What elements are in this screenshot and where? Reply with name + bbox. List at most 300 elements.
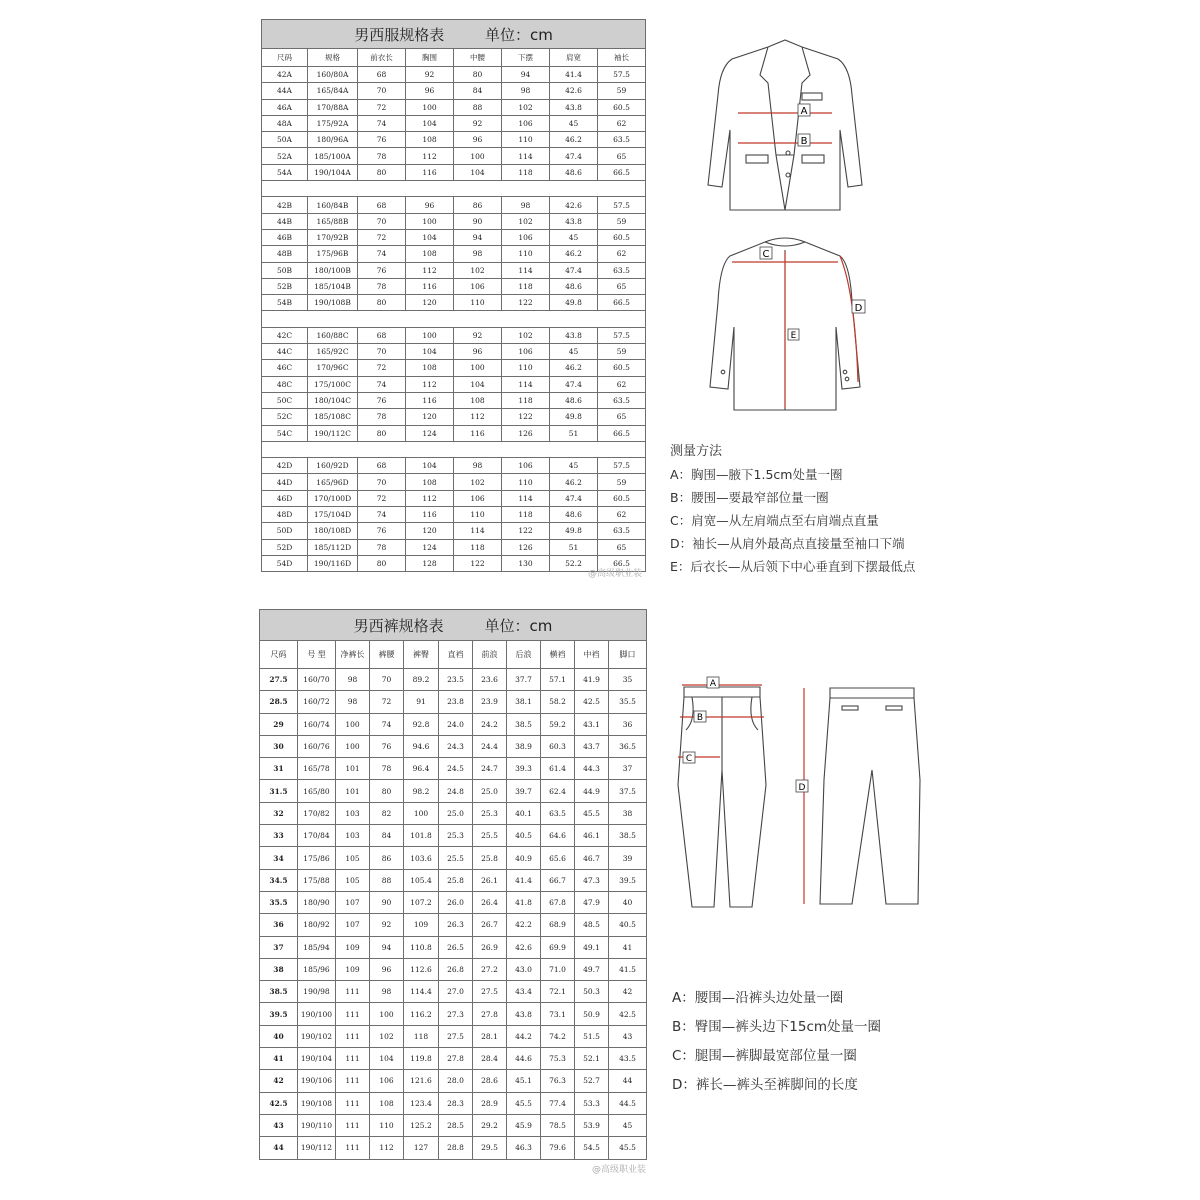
table-row [262, 539, 646, 555]
table-cell: 175/92A [308, 115, 358, 131]
suit-table-title [262, 20, 646, 49]
table-cell: 25.5 [473, 825, 507, 847]
table-cell: 46C [262, 360, 308, 376]
table-cell: 57.1 [541, 669, 575, 691]
table-cell: 27.2 [473, 958, 507, 980]
table-cell: 100 [406, 327, 454, 343]
table-cell: 27.5 [439, 1025, 473, 1047]
table-cell: 52A [262, 148, 308, 164]
table-cell: 47.4 [550, 376, 598, 392]
table-cell: 110 [502, 474, 550, 490]
table-cell: 170/100D [308, 490, 358, 506]
table-cell: 52C [262, 409, 308, 425]
table-cell: 118 [454, 539, 502, 555]
table-cell: 23.8 [439, 691, 473, 713]
table-cell: 78 [358, 539, 406, 555]
table-cell: 101.8 [404, 825, 439, 847]
pants-front-figure [672, 675, 772, 915]
table-cell: 175/100C [308, 376, 358, 392]
suit-table-body [262, 67, 646, 572]
table-cell: 25.5 [439, 847, 473, 869]
table-cell: 38.5 [260, 981, 298, 1003]
table-cell: 37.5 [609, 780, 647, 802]
table-cell: 127 [404, 1137, 439, 1159]
table-cell: 45.5 [609, 1137, 647, 1159]
table-cell: 48C [262, 376, 308, 392]
table-cell: 121.6 [404, 1070, 439, 1092]
table-cell: 62.4 [541, 780, 575, 802]
table-cell: 26.1 [473, 869, 507, 891]
table-cell: 38.9 [507, 735, 541, 757]
table-cell: 120 [406, 523, 454, 539]
table-row [260, 869, 647, 891]
table-cell: 40.5 [609, 914, 647, 936]
table-cell: 88 [370, 869, 404, 891]
suit-note-item: C：肩宽—从左肩端点至右肩端点直量 [670, 513, 879, 528]
table-cell: 68 [358, 458, 406, 474]
table-cell: 42 [609, 981, 647, 1003]
table-cell: 45 [550, 115, 598, 131]
table-cell: 76 [358, 132, 406, 148]
table-cell: 110 [502, 132, 550, 148]
table-cell: 76.3 [541, 1070, 575, 1092]
table-cell: 190/116D [308, 555, 358, 571]
table-cell: 57.5 [598, 197, 646, 213]
table-cell: 63.5 [598, 132, 646, 148]
table-cell: 23.5 [439, 669, 473, 691]
pants-note-item: C：腿围—裤脚最宽部位量一圈 [672, 1048, 857, 1064]
table-cell: 48D [262, 507, 308, 523]
table-cell: 40 [609, 891, 647, 913]
table-cell: 41.4 [550, 67, 598, 83]
table-cell: 122 [502, 409, 550, 425]
pants-column-header: 后浪 [507, 641, 541, 669]
table-cell: 160/88C [308, 327, 358, 343]
table-cell: 43.8 [550, 213, 598, 229]
table-cell: 42B [262, 197, 308, 213]
table-cell: 23.6 [473, 669, 507, 691]
table-row [262, 278, 646, 294]
suit-watermark: @高级职业装 [588, 569, 643, 579]
table-cell: 60.5 [598, 490, 646, 506]
table-cell: 104 [454, 164, 502, 180]
table-cell: 42.6 [550, 197, 598, 213]
table-cell: 45 [550, 229, 598, 245]
table-cell: 39.3 [507, 758, 541, 780]
table-row [262, 376, 646, 392]
suit-column-header: 中腰 [454, 49, 502, 67]
pants-column-header: 裤腰 [370, 641, 404, 669]
table-cell: 116 [406, 278, 454, 294]
table-cell: 68.9 [541, 914, 575, 936]
table-cell: 44A [262, 83, 308, 99]
table-cell: 45.1 [507, 1070, 541, 1092]
table-cell: 48.6 [550, 278, 598, 294]
table-row [262, 474, 646, 490]
table-cell: 106 [454, 490, 502, 506]
table-cell: 104 [406, 344, 454, 360]
table-cell: 73.1 [541, 1003, 575, 1025]
table-cell: 185/108C [308, 409, 358, 425]
table-cell: 92 [454, 327, 502, 343]
suit-note-item: A：胸围—腋下1.5cm处量一圈 [670, 467, 843, 482]
table-cell: 111 [336, 1092, 370, 1114]
table-cell: 78 [358, 409, 406, 425]
table-cell: 50.9 [575, 1003, 609, 1025]
table-cell: 86 [454, 197, 502, 213]
table-cell: 41.5 [609, 958, 647, 980]
table-row [262, 327, 646, 343]
pants-label-b: B [696, 713, 704, 723]
table-cell: 80 [454, 67, 502, 83]
table-cell: 43.8 [550, 327, 598, 343]
table-cell: 25.3 [439, 825, 473, 847]
table-cell: 106 [502, 458, 550, 474]
table-cell: 50D [262, 523, 308, 539]
table-cell: 78 [358, 148, 406, 164]
table-cell: 190/110 [298, 1114, 336, 1136]
table-cell: 80 [358, 555, 406, 571]
table-row [262, 507, 646, 523]
label-d: D [854, 303, 863, 314]
table-cell: 160/70 [298, 669, 336, 691]
table-cell: 24.8 [439, 780, 473, 802]
table-row [262, 295, 646, 311]
table-cell: 59 [598, 213, 646, 229]
table-cell: 24.4 [473, 735, 507, 757]
table-cell: 103 [336, 825, 370, 847]
table-cell: 108 [454, 392, 502, 408]
pants-column-header: 直裆 [439, 641, 473, 669]
table-row [262, 392, 646, 408]
table-cell: 25.3 [473, 802, 507, 824]
table-cell: 74.2 [541, 1025, 575, 1047]
table-cell: 124 [406, 539, 454, 555]
table-cell: 96 [454, 344, 502, 360]
table-cell: 118 [502, 507, 550, 523]
table-cell: 78.5 [541, 1114, 575, 1136]
table-cell: 105.4 [404, 869, 439, 891]
table-cell: 48.6 [550, 164, 598, 180]
table-cell: 165/92C [308, 344, 358, 360]
pants-column-header: 前浪 [473, 641, 507, 669]
table-cell: 110 [370, 1114, 404, 1136]
table-cell: 44 [609, 1070, 647, 1092]
table-cell: 170/96C [308, 360, 358, 376]
table-cell: 44.9 [575, 780, 609, 802]
table-cell: 29.5 [473, 1137, 507, 1159]
table-cell: 107.2 [404, 891, 439, 913]
table-cell: 70 [358, 344, 406, 360]
table-cell: 43.0 [507, 958, 541, 980]
table-cell: 50C [262, 392, 308, 408]
pants-column-header: 裤臀 [404, 641, 439, 669]
pants-title-text: 男西裤规格表 [353, 616, 444, 635]
table-row [260, 1070, 647, 1092]
table-cell: 26.4 [473, 891, 507, 913]
table-cell: 52.7 [575, 1070, 609, 1092]
suit-column-header: 肩宽 [550, 49, 598, 67]
label-e: E [790, 331, 797, 341]
table-cell: 111 [336, 1048, 370, 1070]
table-cell: 103 [336, 802, 370, 824]
label-b: B [800, 136, 808, 147]
table-cell: 100 [336, 735, 370, 757]
table-cell: 42.6 [550, 83, 598, 99]
table-cell: 114 [502, 148, 550, 164]
table-cell: 44.5 [609, 1092, 647, 1114]
table-cell: 43.5 [609, 1048, 647, 1070]
table-cell: 66.5 [598, 295, 646, 311]
table-cell: 66.5 [598, 555, 646, 571]
table-cell: 25.8 [473, 847, 507, 869]
table-cell: 100 [370, 1003, 404, 1025]
group-spacer-row [262, 441, 646, 457]
table-cell: 116 [406, 392, 454, 408]
table-cell: 35.5 [260, 891, 298, 913]
table-cell: 104 [370, 1048, 404, 1070]
table-cell: 38.5 [609, 825, 647, 847]
table-cell: 100 [336, 713, 370, 735]
table-cell: 94.6 [404, 735, 439, 757]
table-cell: 180/108D [308, 523, 358, 539]
table-cell: 65.6 [541, 847, 575, 869]
table-cell: 125.2 [404, 1114, 439, 1136]
table-cell: 37 [609, 758, 647, 780]
table-row [260, 847, 647, 869]
table-cell: 50.3 [575, 981, 609, 1003]
table-cell: 42A [262, 67, 308, 83]
table-cell: 37.7 [507, 669, 541, 691]
table-cell: 72.1 [541, 981, 575, 1003]
suit-column-header: 下摆 [502, 49, 550, 67]
table-cell: 41.9 [575, 669, 609, 691]
table-cell: 28.5 [260, 691, 298, 713]
table-cell: 165/96D [308, 474, 358, 490]
table-cell: 35 [609, 669, 647, 691]
table-cell: 89.2 [404, 669, 439, 691]
table-cell: 33 [260, 825, 298, 847]
table-cell: 101 [336, 758, 370, 780]
table-cell: 24.7 [473, 758, 507, 780]
table-cell: 108 [406, 360, 454, 376]
table-cell: 65 [598, 539, 646, 555]
table-row [262, 99, 646, 115]
table-cell: 48.6 [550, 392, 598, 408]
table-cell: 45.9 [507, 1114, 541, 1136]
table-cell: 24.5 [439, 758, 473, 780]
group-spacer-row [262, 311, 646, 327]
table-cell: 88 [454, 99, 502, 115]
suit-notes-title: 测量方法 [670, 444, 723, 459]
table-cell: 59 [598, 83, 646, 99]
table-cell: 60.3 [541, 735, 575, 757]
table-cell: 46.7 [575, 847, 609, 869]
table-row [260, 780, 647, 802]
table-cell: 101 [336, 780, 370, 802]
table-cell: 54A [262, 164, 308, 180]
table-cell: 112 [406, 490, 454, 506]
suit-header-row [262, 49, 646, 67]
table-cell: 45.5 [575, 802, 609, 824]
table-cell: 116.2 [404, 1003, 439, 1025]
table-cell: 26.3 [439, 914, 473, 936]
table-cell: 54D [262, 555, 308, 571]
table-cell: 47.3 [575, 869, 609, 891]
table-cell: 34.5 [260, 869, 298, 891]
table-cell: 108 [406, 246, 454, 262]
table-cell: 122 [502, 523, 550, 539]
table-cell: 160/84B [308, 197, 358, 213]
table-cell: 47.4 [550, 262, 598, 278]
table-cell: 170/88A [308, 99, 358, 115]
table-cell: 32 [260, 802, 298, 824]
table-row [262, 523, 646, 539]
table-cell: 44.6 [507, 1048, 541, 1070]
table-cell: 54B [262, 295, 308, 311]
suit-column-header: 胸围 [406, 49, 454, 67]
table-row [262, 409, 646, 425]
table-cell: 34 [260, 847, 298, 869]
table-cell: 180/92 [298, 914, 336, 936]
table-cell: 112 [406, 262, 454, 278]
table-cell: 165/88B [308, 213, 358, 229]
table-cell: 66.7 [541, 869, 575, 891]
table-cell: 46A [262, 99, 308, 115]
table-cell: 28.4 [473, 1048, 507, 1070]
suit-note-item: E：后衣长—从后领下中心垂直到下摆最低点 [670, 559, 916, 574]
table-cell: 116 [406, 507, 454, 523]
table-cell: 25.0 [439, 802, 473, 824]
table-row [262, 83, 646, 99]
table-cell: 190/98 [298, 981, 336, 1003]
table-cell: 40.1 [507, 802, 541, 824]
table-row [262, 229, 646, 245]
table-cell: 108 [370, 1092, 404, 1114]
table-cell: 42.2 [507, 914, 541, 936]
table-cell: 45 [550, 458, 598, 474]
table-cell: 38 [609, 802, 647, 824]
table-cell: 72 [370, 691, 404, 713]
table-cell: 104 [454, 376, 502, 392]
table-cell: 100 [406, 99, 454, 115]
table-cell: 74 [358, 376, 406, 392]
table-row [262, 67, 646, 83]
table-cell: 35.5 [609, 691, 647, 713]
table-cell: 71.0 [541, 958, 575, 980]
table-cell: 40.5 [507, 825, 541, 847]
table-cell: 26.0 [439, 891, 473, 913]
table-cell: 65 [598, 409, 646, 425]
table-cell: 39.7 [507, 780, 541, 802]
table-cell: 111 [336, 1025, 370, 1047]
suit-column-header: 前衣长 [358, 49, 406, 67]
suit-front-figure [690, 35, 880, 220]
table-cell: 116 [406, 164, 454, 180]
table-cell: 126 [502, 539, 550, 555]
table-cell: 160/92D [308, 458, 358, 474]
table-cell: 112 [406, 148, 454, 164]
table-cell: 29.2 [473, 1114, 507, 1136]
pants-note-item: D：裤长—裤头至裤脚间的长度 [672, 1077, 858, 1093]
table-cell: 105 [336, 847, 370, 869]
table-cell: 106 [502, 344, 550, 360]
table-cell: 100 [454, 148, 502, 164]
table-cell: 82 [370, 802, 404, 824]
table-cell: 114 [502, 376, 550, 392]
table-cell: 104 [406, 229, 454, 245]
table-cell: 190/106 [298, 1070, 336, 1092]
table-cell: 118 [502, 392, 550, 408]
label-a: A [800, 106, 808, 117]
table-cell: 185/96 [298, 958, 336, 980]
table-cell: 60.5 [598, 360, 646, 376]
table-row [260, 735, 647, 757]
table-cell: 44.2 [507, 1025, 541, 1047]
table-cell: 185/104B [308, 278, 358, 294]
table-cell: 165/84A [308, 83, 358, 99]
table-cell: 51 [550, 539, 598, 555]
table-row [260, 825, 647, 847]
table-cell: 39.5 [260, 1003, 298, 1025]
table-cell: 46.2 [550, 246, 598, 262]
table-cell: 180/90 [298, 891, 336, 913]
suit-column-header: 尺码 [262, 49, 308, 67]
table-cell: 43 [609, 1025, 647, 1047]
table-cell: 94 [454, 229, 502, 245]
table-cell: 28.6 [473, 1070, 507, 1092]
table-cell: 65 [598, 148, 646, 164]
table-cell: 100 [406, 213, 454, 229]
table-cell: 170/82 [298, 802, 336, 824]
suit-column-header: 规格 [308, 49, 358, 67]
suit-title-text: 男西服规格表 [354, 25, 445, 44]
table-cell: 60.5 [598, 99, 646, 115]
table-cell: 98 [502, 197, 550, 213]
table-row [260, 958, 647, 980]
suit-column-header: 袖长 [598, 49, 646, 67]
table-row [260, 691, 647, 713]
table-cell: 72 [358, 490, 406, 506]
table-cell: 66.5 [598, 425, 646, 441]
pants-column-header: 尺码 [260, 641, 298, 669]
table-cell: 124 [406, 425, 454, 441]
table-cell: 57.5 [598, 67, 646, 83]
table-cell: 69.9 [541, 936, 575, 958]
suit-measure-notes [670, 440, 915, 578]
table-row [260, 1025, 647, 1047]
table-cell: 46.1 [575, 825, 609, 847]
table-cell: 48B [262, 246, 308, 262]
table-cell: 44D [262, 474, 308, 490]
table-cell: 74 [358, 115, 406, 131]
table-cell: 165/80 [298, 780, 336, 802]
table-cell: 51.5 [575, 1025, 609, 1047]
table-cell: 98 [454, 246, 502, 262]
table-cell: 160/72 [298, 691, 336, 713]
table-row [262, 458, 646, 474]
table-cell: 52.1 [575, 1048, 609, 1070]
table-cell: 29 [260, 713, 298, 735]
table-cell: 111 [336, 1003, 370, 1025]
table-cell: 52.2 [550, 555, 598, 571]
pants-label-d: D [798, 783, 806, 793]
table-cell: 48A [262, 115, 308, 131]
table-cell: 175/86 [298, 847, 336, 869]
table-cell: 120 [406, 409, 454, 425]
table-cell: 170/84 [298, 825, 336, 847]
table-cell: 37 [260, 936, 298, 958]
